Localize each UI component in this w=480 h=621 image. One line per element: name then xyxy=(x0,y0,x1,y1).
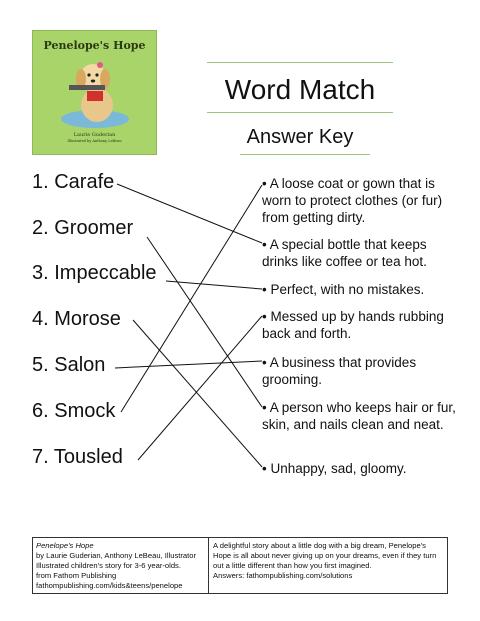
match-line-impeccable xyxy=(166,281,262,289)
match-line-tousled xyxy=(138,316,262,460)
page-title: Word Match xyxy=(224,74,376,105)
footer-answers-link[interactable]: Answers: fathompublishing.com/solutions xyxy=(213,571,353,580)
definition-smock: • A loose coat or gown that is worn to protect clothes (or fur) from getting dirty. xyxy=(262,176,443,225)
footer-blurb: A delightful story about a little dog with a big dream, Penelope's Hope is all about never giving up on your dreams, even if they turn out a little different than how you first imagined. xyxy=(213,541,437,570)
match-line-smock xyxy=(121,185,262,412)
definition-groomer: • A person who keeps hair or fur, skin, and nails clean and neat. xyxy=(262,400,456,432)
footer-publisher: from Fathom Publishing xyxy=(36,571,117,580)
cover-author: Laurie Guderian xyxy=(73,132,116,138)
match-line-morose xyxy=(133,320,262,467)
definition-impeccable: • Perfect, with no mistakes. xyxy=(262,282,425,297)
footer-description: Illustrated children's story for 3-6 year-olds. xyxy=(36,561,181,570)
match-line-groomer xyxy=(147,237,262,407)
match-line-salon xyxy=(115,361,262,368)
word-carafe: 1. Carafe xyxy=(32,171,115,193)
word-salon: 5. Salon xyxy=(32,354,106,376)
footer-book-title: Penelope's Hope xyxy=(36,541,94,550)
definition-salon: • A business that provides grooming. xyxy=(262,355,417,387)
cover-title: Penelope's Hope xyxy=(43,39,146,52)
word-groomer: 2. Groomer xyxy=(32,217,134,239)
footer-book-link[interactable]: fathompublishing.com/kids&teens/penelope xyxy=(36,581,183,590)
word-morose: 4. Morose xyxy=(32,308,121,330)
definition-morose: • Unhappy, sad, gloomy. xyxy=(262,461,407,476)
word-tousled: 7. Tousled xyxy=(32,446,123,468)
page-subtitle: Answer Key xyxy=(246,126,354,148)
footer-credits: by Laurie Guderian, Anthony LeBeau, Illustrator xyxy=(36,551,196,560)
definition-carafe: • A special bottle that keeps drinks like coffee or tea hot. xyxy=(262,237,427,269)
footer-book-info xyxy=(33,538,209,593)
footer-box xyxy=(32,537,448,594)
cover-illustrator: Illustrated by Anthony LeBeau xyxy=(67,139,122,143)
word-smock: 6. Smock xyxy=(32,400,116,422)
definition-tousled: • Messed up by hands rubbing back and forth. xyxy=(262,309,444,341)
footer-summary xyxy=(209,538,447,593)
word-impeccable: 3. Impeccable xyxy=(32,262,157,284)
match-line-carafe xyxy=(117,184,262,243)
